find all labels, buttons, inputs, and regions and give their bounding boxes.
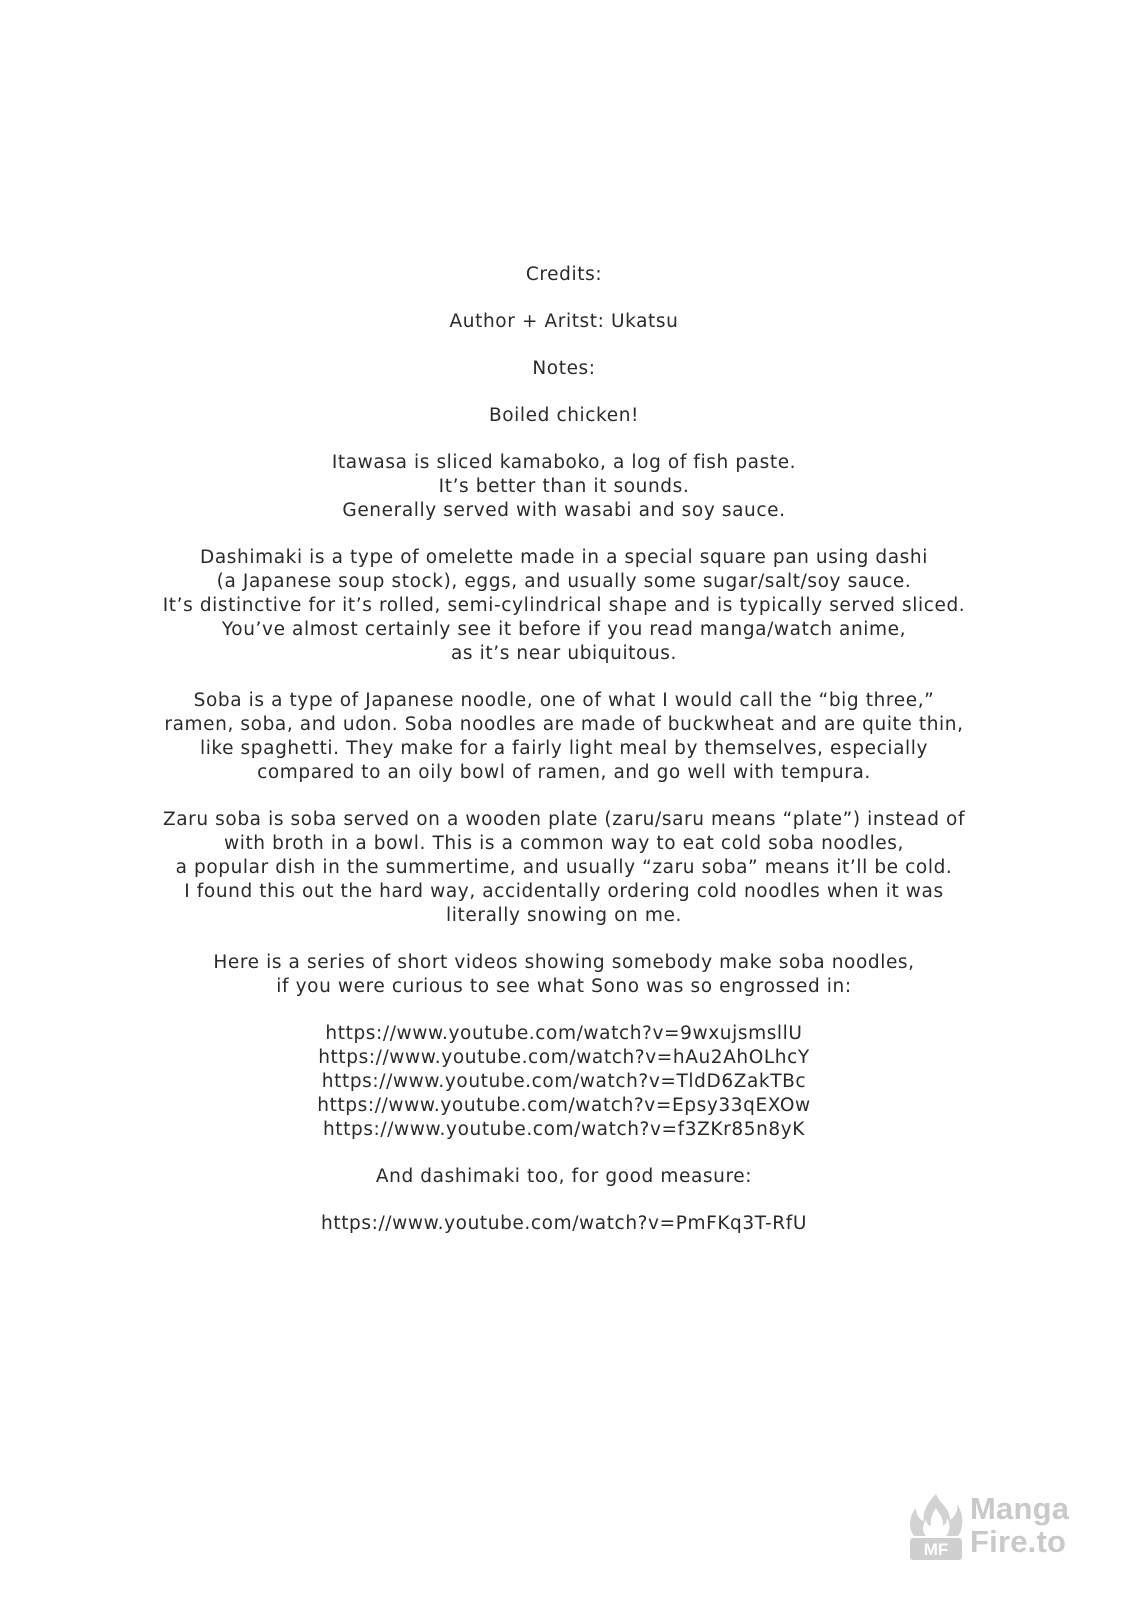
watermark-line-2: Fire.to	[970, 1524, 1067, 1559]
credits-heading-text: Credits:	[525, 264, 603, 285]
watermark-line-1: Manga	[970, 1491, 1070, 1526]
dashimaki-intro	[60, 1165, 1068, 1189]
video-link: https://www.youtube.com/watch?v=TldD6ZakTBc	[321, 1071, 807, 1092]
paragraph-line: ramen, soba, and udon. Soba noodles are made of buckwheat and are quite thin,	[164, 714, 964, 735]
video-link: https://www.youtube.com/watch?v=Epsy33qEXOw	[317, 1095, 811, 1116]
svg-text:MF: MF	[923, 1540, 949, 1559]
paragraph-line: with broth in a bowl. This is a common way to eat cold soba noodles,	[223, 833, 905, 854]
watermark-wordmark	[970, 1492, 1069, 1558]
note-paragraph-itawasa	[60, 451, 1068, 523]
note-paragraph-videos-intro	[60, 951, 1068, 999]
paragraph-line: compared to an oily bowl of ramen, and go well with tempura.	[257, 762, 871, 783]
paragraph-line: literally snowing on me.	[446, 905, 682, 926]
paragraph-line: Itawasa is sliced kamaboko, a log of fish paste.	[331, 452, 797, 473]
author-credit	[60, 310, 1068, 334]
notes-heading	[60, 357, 1068, 381]
dashimaki-video-link-block	[60, 1212, 1068, 1236]
author-credit-text: Author + Aritst: Ukatsu	[449, 311, 679, 332]
paragraph-line: It’s distinctive for it’s rolled, semi-cylindrical shape and is typically served sliced.	[162, 595, 966, 616]
note-paragraph-soba	[60, 689, 1068, 785]
flame-mf-logo-icon	[906, 1490, 966, 1562]
paragraph-line: Zaru soba is soba served on a wooden plate (zaru/saru means “plate”) instead of	[162, 809, 966, 830]
credits-heading	[60, 263, 1068, 287]
paragraph-line: It’s better than it sounds.	[438, 476, 690, 497]
paragraph-line: You’ve almost certainly see it before if you read manga/watch anime,	[221, 619, 907, 640]
paragraph-line: Generally served with wasabi and soy sauce.	[342, 500, 786, 521]
video-link: https://www.youtube.com/watch?v=f3ZKr85n8yK	[322, 1119, 806, 1140]
video-link: https://www.youtube.com/watch?v=PmFKq3T-RfU	[321, 1213, 807, 1234]
video-link: https://www.youtube.com/watch?v=9wxujsmsllU	[325, 1023, 803, 1044]
note-paragraph-boiled-chicken	[60, 404, 1068, 428]
paragraph-line: a popular dish in the summertime, and usually “zaru soba” means it’ll be cold.	[175, 857, 953, 878]
dashimaki-intro-text: And dashimaki too, for good measure:	[375, 1166, 753, 1187]
paragraph-line: if you were curious to see what Sono was so engrossed in:	[276, 976, 852, 997]
paragraph-line: (a Japanese soup stock), eggs, and usually some sugar/salt/soy sauce.	[216, 571, 912, 592]
paragraph-line: Soba is a type of Japanese noodle, one of what I would call the “big three,”	[193, 690, 935, 711]
note-paragraph-dashimaki	[60, 546, 1068, 666]
note-paragraph-zaru-soba	[60, 808, 1068, 928]
notes-heading-text: Notes:	[532, 358, 596, 379]
paragraph-line: Boiled chicken!	[488, 405, 640, 426]
soba-video-links	[60, 1022, 1068, 1142]
paragraph-line: as it’s near ubiquitous.	[450, 643, 677, 664]
mangafire-watermark	[906, 1490, 1084, 1562]
paragraph-line: like spaghetti. They make for a fairly light meal by themselves, especially	[199, 738, 929, 759]
paragraph-line: Here is a series of short videos showing somebody make soba noodles,	[213, 952, 915, 973]
paragraph-line: I found this out the hard way, accidentally ordering cold noodles when it was	[184, 881, 944, 902]
video-link: https://www.youtube.com/watch?v=hAu2AhOLhcY	[318, 1047, 810, 1068]
notes-document	[60, 263, 1068, 1259]
paragraph-line: Dashimaki is a type of omelette made in a special square pan using dashi	[200, 547, 928, 568]
